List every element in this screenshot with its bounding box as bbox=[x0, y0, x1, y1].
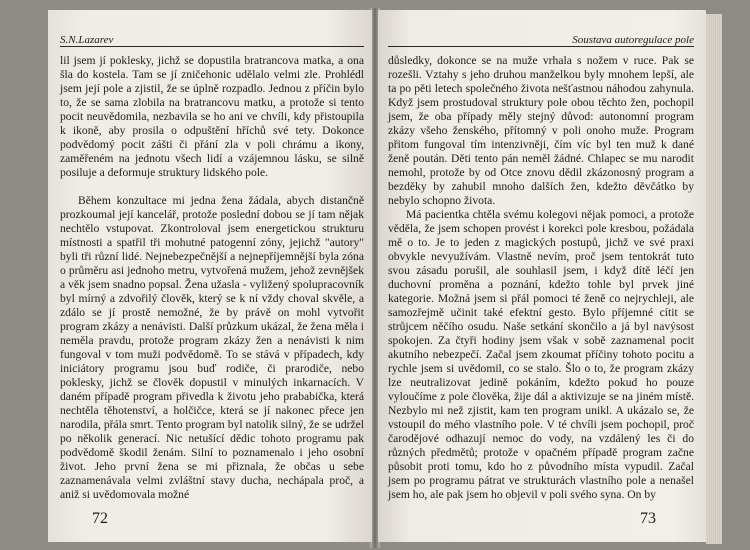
left-page-body bbox=[60, 54, 364, 502]
running-head-right-text: Soustava autoregulace pole bbox=[572, 34, 694, 46]
page-number-right: 73 bbox=[640, 510, 656, 527]
right-page-body bbox=[388, 54, 694, 502]
page-edges bbox=[706, 14, 722, 544]
page-number-left: 72 bbox=[92, 510, 108, 527]
left-page bbox=[48, 10, 372, 542]
paragraph: důsledky, dokonce se na muže vrhala s nožem v ruce. Pak se rozešli. Vztahy s jeho druhou manželkou byly mnohem lepší, ale ta po pěti letech společného života nešťastnou náhodou zahynula. Když jsem prostudoval struktury pole obou těchto žen, pochopil jsem, že oba případy měly stejný důvod: autonomní program zkázy všeho ženského, přítomný v poli onoho muže. Program přitom fungoval tím intenzivněji, čím víc byl ten muž k dané ženě poután. Děti tento pán neměl žádné. Chlapec se mu narodit nemohl, protože by od Otce znovu dědil zkázonosný program a bezděky by zahubil mnoho dalších žen, kdežto děvčátko by nebylo schopno života. bbox=[388, 54, 694, 207]
paragraph: lil jsem jí poklesky, jichž se dopustila bratrancova matka, a ona šla do kostela. Tam se jí zničehonic udělalo velmi zle. Prohlédl jsem její pole a zjistil, že se úplně rozpadlo. Jednou z příčin bylo to, že se sama zlobila na bratrancovu matku, a protože si tento pocit neuvědomila, nezbavila se ho ani ve chvíli, kdy přistoupila k ikoně, aby prosila o odpuštění hříchů své tety. Dokonce podvědomý pocit zášti či přání zla v poli chrámu a ikony, zaměřeném na jednotu všech lidí a vzájemnou lásku, se silně posiluje a deformuje struktury lidského pole. bbox=[60, 54, 364, 179]
running-head-right bbox=[388, 30, 694, 47]
running-head-left bbox=[60, 30, 364, 47]
running-head-left-text: S.N.Lazarev bbox=[60, 34, 114, 46]
paragraph: Během konzultace mi jedna žena žádala, abych distančně prozkoumal její kancelář, protože poslední dobou se jí tam nějak nechtělo vstupovat. Zkontroloval jsem energetickou strukturu místnosti a spatřil tři mohutné patogenní zóny, jejichž "autory" byli tři různí lidé. Nejnebezpečnější a nejnepříjemnější byla zóna o průměru asi jednoho metru, vytvořená mužem, jehož zevnějšek a věk jsem snadno popsal. Žena užasla - vyližený spolupracovník byl mírný a zdvořilý člověk, který se k ní vždy choval skvěle, a zdálo se jí prostě nemožné, že by právě on mohl vytvořit program zkázy a nenávisti. Další průzkum ukázal, že žena měla i neměla pravdu, protože program zkázy žen a nenávisti k nim fungoval v tom muži podvědomě. To se stává v případech, kdy iniciátory programu jsou buď rodiče, či prarodiče, nebo poklesky, jichž se člověk dopustil v minulých inkarnacích. V daném případě program přivedla k životu jeho prababička, která nechtěla těhotenství, a holčičce, která se jí nakonec přece jen narodila, přála smrt. Tento program byl natolik silný, že se udržel po několik generací. Nic netušící dědic tohoto programu pak podvědomě škodil ženám. Silní to poznamenalo i jeho osobní život. Jeho první žena se mi přiznala, že občas u sebe zaznamenávala velmi zvláštní stavy ducha, nechápala proč, a aniž si uvědomovala možné bbox=[60, 194, 364, 501]
paragraph: Má pacientka chtěla svému kolegovi nějak pomoci, a protože věděla, že jsem schopen provést i korekci pole kresbou, požádala mě o to. Je to jeden z magických postupů, jichž ve své praxi obvykle nevyužívám. Vlastně nevím, proč jsem tentokrát tuto svou zásadu porušil, ale souhlasil jsem, i když dítě léčí jen duchovní proměna a poznání, kdežto tohle byl prvek jiné kategorie. Možná jsem si přál pomoci té ženě co nejrychleji, ale samozřejmě učinit také efektní gesto. Bylo příjemné cítit se strůjcem něčího osudu. Naše setkání skončilo a já byl navýsost spokojen. Za čtyři hodiny jsem však v sobě zaznamenal pocit akutního nebezpečí. Začal jsem zkoumat příčiny tohoto pocitu a rychle jsem si uvědomil, co se stalo. Šlo o to, že program zkázy lze neutralizovat jedině pokáním, kdežto pokud ho pouze vyloučíme z pole člověka, žije dál a aktivizuje se na jiném místě. Nezbylo mi než zjistit, kam ten program unikl. A ukázalo se, že vstoupil do mého vlastního pole. V té chvíli jsem pochopil, proč čarodějové odhazují nemoc do vody, na vzdálený les či do různých předmětů; protože v opačném případě program začne působit proti tomu, kdo ho z původního místa vypudil. Začal jsem po programu pátrat ve strukturách vlastního pole a nenašel jsem ho, ale pak jsem ho objevil v poli svého syna. On by bbox=[388, 208, 694, 501]
right-page bbox=[378, 10, 706, 542]
